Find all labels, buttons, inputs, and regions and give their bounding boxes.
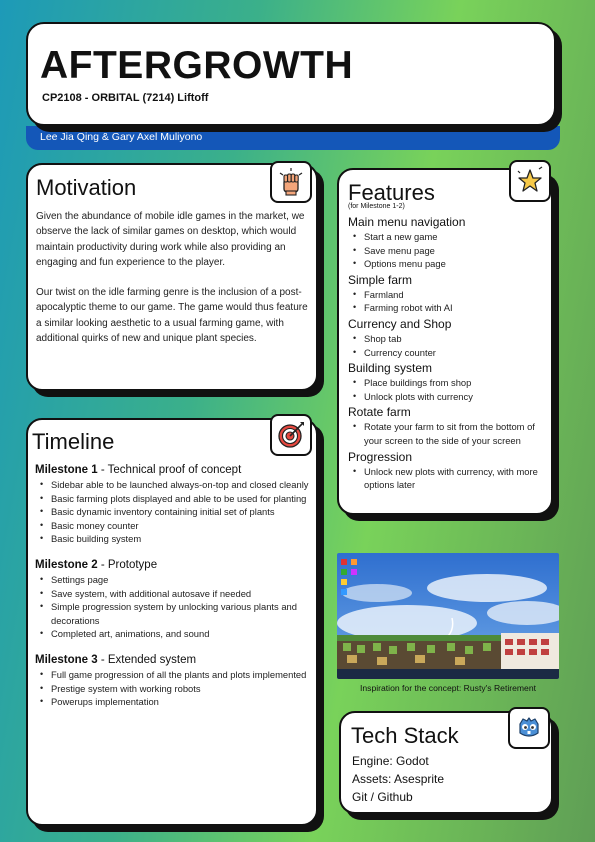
feature-group-title: Progression — [348, 449, 413, 464]
list-item: • Unlock plots with currency — [348, 390, 550, 404]
timeline-body — [35, 463, 311, 709]
list-item: • Currency counter — [348, 346, 550, 360]
features-note: (for Milestone 1-2) — [348, 203, 405, 210]
list-item: • Basic dynamic inventory containing initial set of plants — [35, 505, 311, 519]
feature-group-title: Simple farm — [348, 272, 413, 287]
milestone-heading — [35, 558, 311, 573]
list-item: • Place buildings from shop — [348, 376, 550, 390]
list-item: • Save menu page — [348, 244, 550, 258]
list-item: • Basic farming plots displayed and able to be used for planting — [35, 492, 311, 506]
techstack-line: Git / Github — [352, 790, 413, 804]
milestone-label: Milestone 1 — [35, 464, 98, 476]
motivation-paragraph: Given the abundance of mobile idle games in the market, we observe the lack of similar games on desktop, which would maintain productivity during work while also providing an engaging and fun experience to the player. — [36, 211, 305, 268]
list-item: • Settings page — [35, 573, 311, 587]
list-item: • Prestige system with working robots — [35, 682, 311, 696]
list-item: • Unlock new plots with currency, with more options later — [348, 465, 550, 492]
inspiration-screenshot — [337, 553, 559, 679]
timeline-card — [26, 418, 318, 826]
milestone-label: Milestone 3 — [35, 653, 98, 666]
authors-text: Lee Jia Qing & Gary Axel Muliyono — [40, 131, 203, 143]
techstack-card — [339, 711, 553, 814]
feature-group-title: Building system — [348, 361, 433, 376]
list-item: • Rotate your farm to sit from the bottom of your screen to the side of your screen — [348, 420, 550, 447]
page-subtitle: CP2108 - ORBITAL (7214) Liftoff — [42, 92, 209, 104]
milestone-heading — [35, 653, 311, 668]
techstack-heading: Tech Stack — [351, 723, 459, 748]
list-item: • Simple progression system by unlocking various plants and decorations — [35, 600, 311, 627]
list-item: • Save system, with additional autosave if needed — [35, 587, 311, 601]
feature-group-title: Main menu navigation — [348, 215, 466, 229]
list-item: • Completed art, animations, and sound — [35, 627, 311, 641]
techstack-list — [352, 752, 444, 806]
feature-group-title: Currency and Shop — [348, 316, 452, 331]
list-item: • Options menu page — [348, 257, 550, 271]
timeline-heading: Timeline — [32, 429, 115, 454]
motivation-heading: Motivation — [36, 175, 137, 200]
techstack-line: Engine: Godot — [352, 754, 429, 768]
motivation-card — [26, 163, 318, 391]
techstack-line: Assets: Asesprite — [352, 772, 445, 786]
list-item: • Sidebar able to be launched always-on-top and closed cleanly — [35, 478, 311, 492]
list-item: • Farmland — [348, 288, 550, 302]
inspiration-caption: Inspiration for the concept: Rusty's Retirement — [360, 683, 536, 693]
motivation-paragraph: Our twist on the idle farming genre is the inclusion of a post-apocalyptic theme to our game. The game would thus feature a similar looking aesthetic to a usual farming game, with additional quirks of new and unique plant species. — [36, 287, 308, 345]
features-card — [337, 168, 553, 515]
features-list — [348, 213, 550, 492]
godot-icon — [508, 707, 550, 749]
feature-group-title: Rotate farm — [348, 405, 411, 420]
list-item: • Basic building system — [35, 532, 311, 546]
list-item: • Start a new game — [348, 230, 550, 244]
milestone-title: - Extended system — [97, 653, 197, 666]
features-heading: Features — [348, 180, 435, 205]
list-item: • Shop tab — [348, 332, 550, 346]
milestone-label: Milestone 2 — [35, 558, 98, 571]
authors-band — [26, 126, 560, 150]
list-item: • Powerups implementation — [35, 695, 311, 709]
list-item: • Farming robot with AI — [348, 301, 550, 315]
milestone-title: - Technical proof of concept — [97, 464, 242, 476]
star-icon — [509, 160, 551, 202]
milestone-title: - Prototype — [97, 558, 158, 571]
milestone-heading — [35, 463, 311, 478]
motivation-body — [36, 209, 308, 346]
raised-fist-icon — [270, 161, 312, 203]
page-title: AFTERGROWTH — [40, 44, 354, 87]
list-item: • Full game progression of all the plants and plots implemented — [35, 668, 311, 682]
title-card — [26, 22, 556, 126]
target-icon — [270, 414, 312, 456]
list-item: • Basic money counter — [35, 519, 311, 533]
